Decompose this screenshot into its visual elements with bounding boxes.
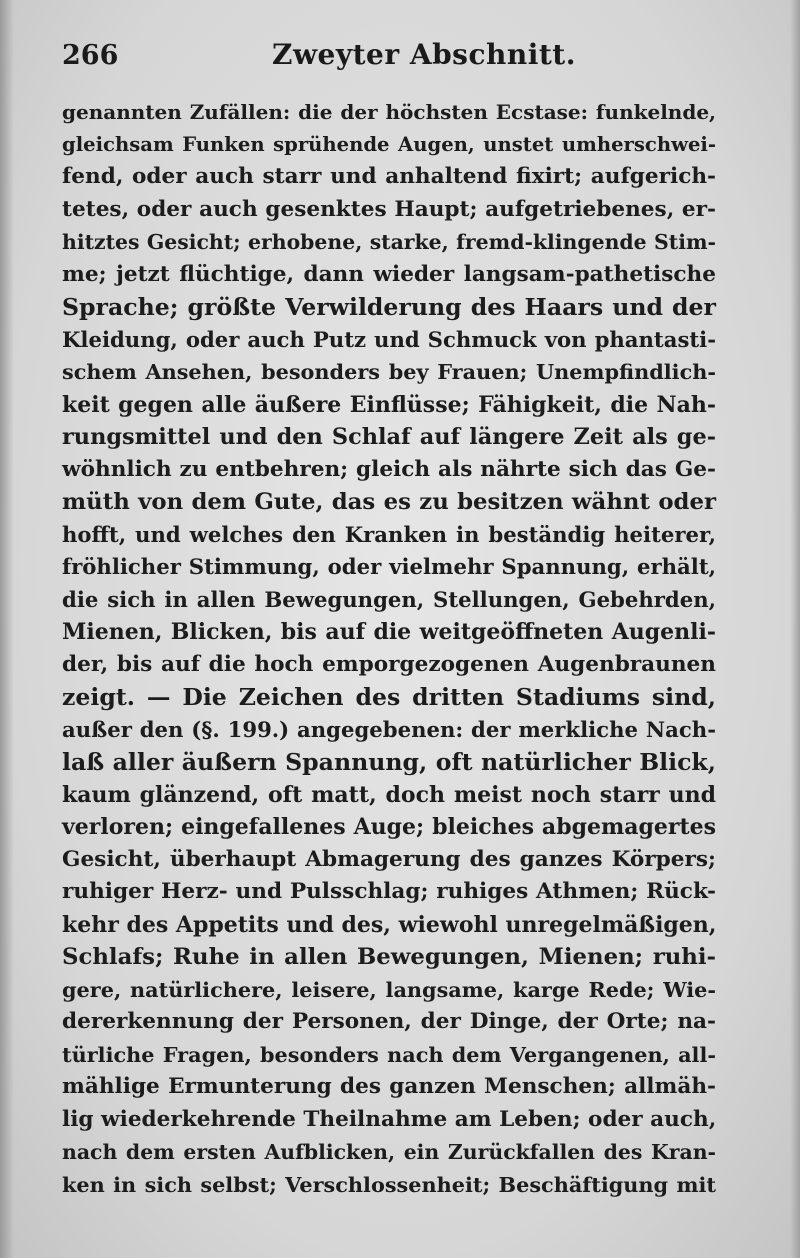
- text-line: müth von dem Gute, das es zu besitzen wähnt oder: [62, 489, 716, 515]
- text-line: Schlafs; Ruhe in allen Bewegungen, Mienen; ruhi-: [62, 944, 716, 970]
- text-line: gere, natürlichere, leisere, langsame, karge Rede; Wie-: [62, 976, 716, 1002]
- text-line: fröhlicher Stimmung, oder vielmehr Spannung, erhält,: [62, 554, 716, 579]
- text-line: genannten Zufällen: die der höchsten Ecstase: funkelnde,: [62, 100, 716, 124]
- text-line: wöhnlich zu entbehren; gleich als nährte sich das Ge-: [62, 456, 716, 482]
- text-line: ruhiger Herz- und Pulsschlag; ruhiges Athmen; Rück-: [62, 879, 716, 904]
- text-line: lig wiederkehrende Theilnahme am Leben; oder auch,: [62, 1106, 717, 1132]
- text-line: me; jetzt flüchtige, dann wieder langsam-pathetische: [62, 261, 716, 287]
- text-line: dererkennung der Personen, der Dinge, der Orte; na-: [62, 1009, 716, 1034]
- text-line: tetes, oder auch gesenktes Haupt; aufgetriebenes, er-: [62, 196, 716, 222]
- text-line: schem Ansehen, besonders bey Frauen; Unempfindlich-: [62, 359, 716, 384]
- text-line: nach dem ersten Aufblicken, ein Zurückfallen des Kran-: [62, 1140, 716, 1164]
- text-line: kaum glänzend, oft matt, doch meist noch starr und: [62, 781, 716, 808]
- text-line: ken in sich selbst; Verschlossenheit; Beschäftigung mit: [62, 1171, 716, 1197]
- text-line: die sich in allen Bewegungen, Stellungen, Gebehrden,: [62, 586, 716, 612]
- text-line: verloren; eingefallenes Auge; bleiches abgemagertes: [62, 814, 716, 840]
- text-line: zeigt. — Die Zeichen des dritten Stadiums sind,: [62, 683, 716, 711]
- body-text: [62, 96, 716, 1201]
- text-line: hofft, und welches den Kranken in beständig heiterer,: [62, 521, 716, 547]
- text-line: Kleidung, oder auch Putz und Schmuck von phantasti-: [62, 326, 716, 352]
- page-edge-shadow-left: [0, 0, 14, 1258]
- text-line: Gesicht, überhaupt Abmagerung des ganzes Körpers;: [62, 846, 716, 872]
- text-line: Mienen, Blicken, bis auf die weitgeöffneten Augenli-: [62, 619, 716, 645]
- text-line: laß aller äußern Spannung, oft natürlicher Blick,: [62, 748, 716, 776]
- page-edge-shadow-right: [790, 0, 800, 1258]
- text-line: der, bis auf die hoch emporgezogenen Augenbraunen: [62, 651, 716, 677]
- text-line: außer den (§. 199.) angegebenen: der merkliche Nach-: [62, 716, 716, 742]
- text-line: rungsmittel und den Schlaf auf längere Zeit als ge-: [62, 424, 716, 450]
- text-line: hitztes Gesicht; erhobene, starke, fremd-klingende Stim-: [62, 230, 716, 254]
- text-line: mählige Ermunterung des ganzen Menschen; allmäh-: [62, 1074, 716, 1099]
- text-line: Sprache; größte Verwilderung des Haars und der: [62, 293, 716, 321]
- running-head: Zweyter Abschnitt.: [272, 38, 576, 71]
- text-line: türliche Fragen, besonders nach dem Vergangenen, all-: [62, 1041, 716, 1067]
- text-line: kehr des Appetits und des, wiewohl unregelmäßigen,: [62, 911, 717, 938]
- page-header: [62, 38, 716, 82]
- page-number: 266: [62, 40, 119, 71]
- text-line: fend, oder auch starr und anhaltend fixirt; aufgerich-: [62, 164, 716, 189]
- text-line: gleichsam Funken sprühende Augen, unstet umherschwei-: [62, 132, 716, 156]
- text-line: keit gegen alle äußere Einflüsse; Fähigkeit, die Nah-: [62, 391, 716, 418]
